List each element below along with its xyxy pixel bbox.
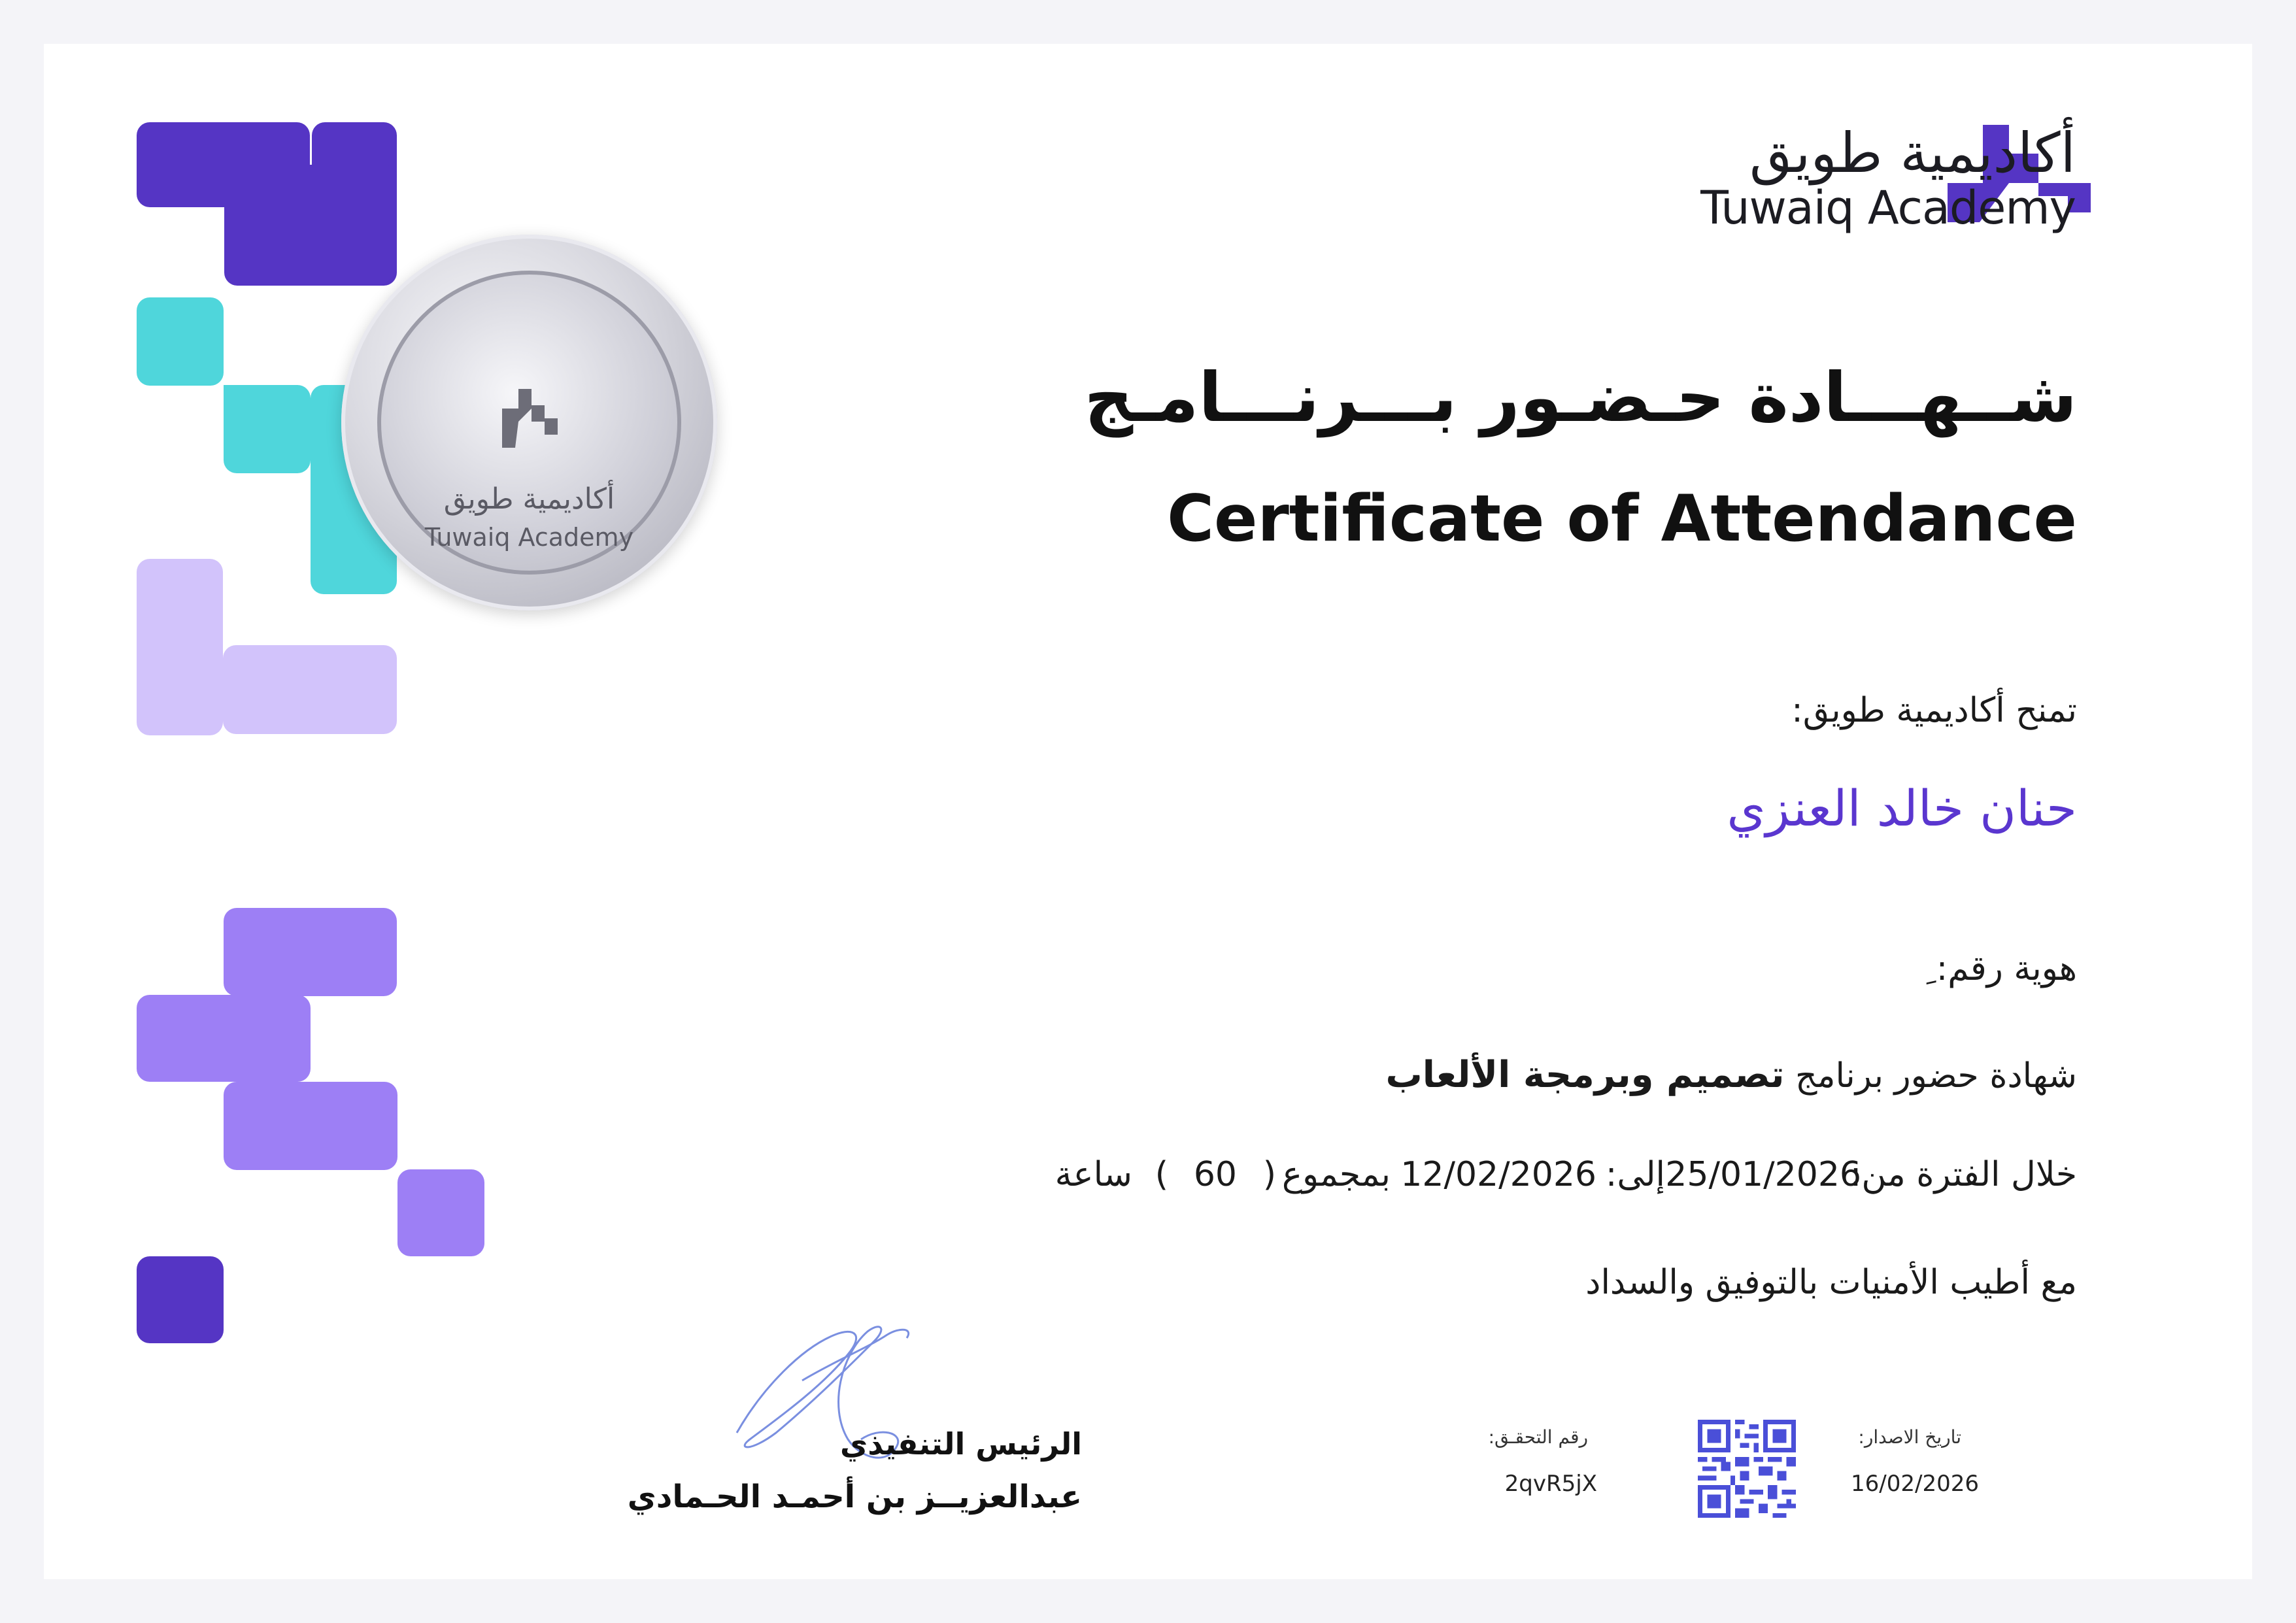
period-from-date: 25/01/2026 <box>1665 1155 1861 1194</box>
seal-logo-icon <box>496 382 571 451</box>
certificate-sheet <box>44 44 2252 1579</box>
period-total-label: بمجموع <box>1281 1155 1391 1194</box>
certificate-title-en: Certificate of Attendance <box>1167 482 2077 556</box>
grants-label: تمنح أكاديمية طويق: <box>1791 691 2077 730</box>
wishes-line: مع أطيب الأمنيات بالتوفيق والسداد <box>1585 1263 2077 1302</box>
logo-name-ar: أكاديمية طويق <box>1749 121 2076 185</box>
program-name: تصميم وبرمجة الألعاب <box>1385 1054 1785 1096</box>
qr-code-icon <box>1698 1420 1796 1518</box>
period-hours-unit: ساعة <box>1055 1155 1132 1194</box>
recipient-name: حنان خالد العنزي <box>1727 779 2077 837</box>
seal-name-ar: أكاديمية طويق <box>443 482 615 516</box>
certificate-title-ar: شــهـــادة حـضـور بـــرنـــامـج <box>1084 358 2077 437</box>
period-line <box>966 1155 2077 1214</box>
issue-date-label: تاريخ الاصدار: <box>1858 1426 1961 1448</box>
verification-code-label: رقم التحقـق: <box>1488 1426 1588 1448</box>
id-label: هوية رقم: <box>1936 949 2077 988</box>
logo-name-en: Tuwaiq Academy <box>1700 181 2076 235</box>
signatory-title: الرئيس التنفيذي <box>840 1426 1082 1462</box>
period-from-label: خلال الفترة من: <box>1849 1155 2077 1194</box>
period-hours: 60 <box>1193 1155 1237 1194</box>
program-prefix: شهادة حضور برنامج <box>1795 1056 2077 1096</box>
seal-name-en: Tuwaiq Academy <box>424 523 634 552</box>
signatory-name: عبدالعزيــز بن أحمـد الحـمادي <box>627 1479 1082 1515</box>
period-to-label: إلى: <box>1605 1155 1665 1194</box>
period-open-paren: ( <box>1262 1155 1276 1194</box>
period-to-date: 12/02/2026 <box>1400 1155 1596 1194</box>
academy-seal <box>341 235 717 611</box>
issue-date: 16/02/2026 <box>1851 1471 1979 1497</box>
id-line <box>1927 949 2078 988</box>
period-close-paren: ) <box>1155 1155 1168 1194</box>
program-line <box>1385 1054 2077 1096</box>
verification-code: 2qvR5jX <box>1504 1471 1597 1497</box>
